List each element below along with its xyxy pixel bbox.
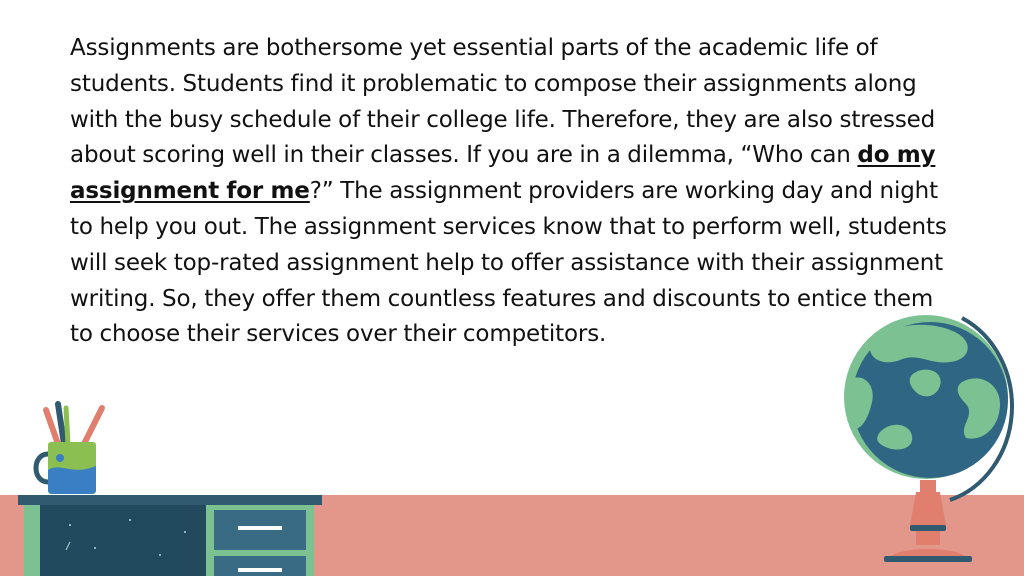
do-my-assignment-link[interactable]: do my assignment for me	[70, 142, 936, 205]
paragraph-text-start: Assignments are bothersome yet essential parts of the academic life of students. Students find it problematic to compose their assignments along with the busy schedule of their college life. Therefore, they are also stressed about scoring well in their classes. If you are in a dilemma, “Who can	[70, 35, 936, 169]
paragraph-text-end: ?” The assignment providers are working day and night to help you out. The assignment services know that to perform well, students will seek top-rated assignment help to offer assistance with their assignment writing. So, they offer them countless features and discounts to entice them to choose their services over their competitors.	[70, 178, 947, 348]
